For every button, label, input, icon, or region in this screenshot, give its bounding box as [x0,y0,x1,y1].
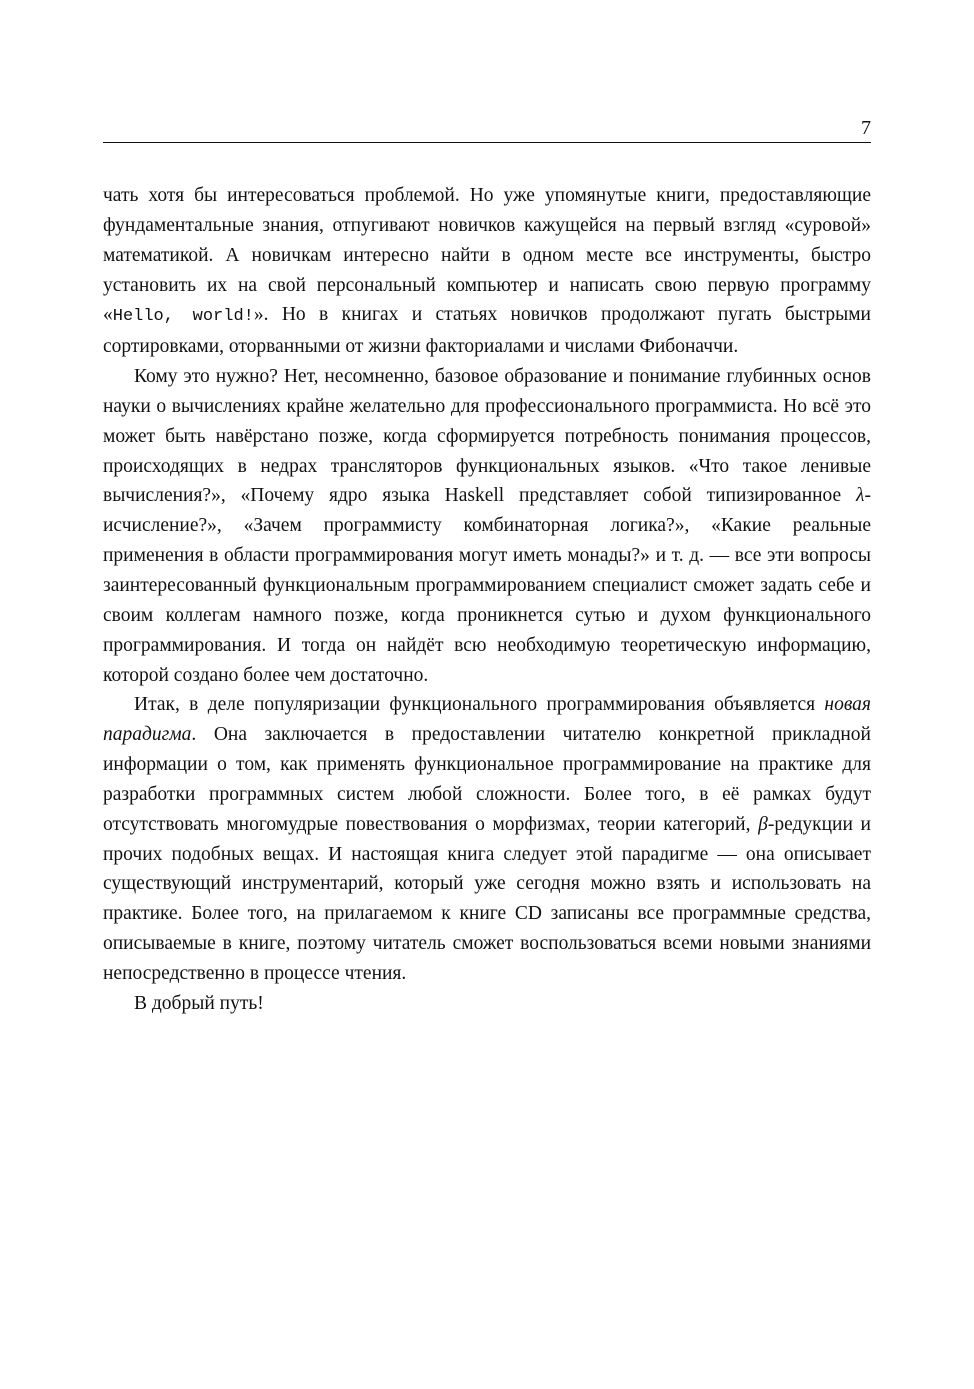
body-text [103,181,871,1019]
page-number: 7 [861,117,871,139]
inline-code-hello-world: Hello, world! [112,307,254,327]
paragraph-2-text-b: -исчисление?», «Зачем программисту комбинаторная логика?», «Какие реальные применения в области программирования могут иметь монады?» и т. д. — все эти вопросы заинтересованный функциональным программированием специалист сможет задать себе и своим коллегам намного позже, когда проникнется сутью и духом функционального программирования. И тогда он найдёт всю необходимую теоретическую информацию, которой создано более чем достаточно. [103,485,871,686]
paragraph-4: В добрый путь! [134,992,264,1014]
paragraph-3 [103,690,871,988]
beta-symbol: β [758,813,768,835]
header-rule [103,142,871,143]
paragraph-3-text-c: -редукции и прочих подобных вещах. И настоящая книга следует этой парадигме — она описывает существующий инструментарий, который уже сегодня можно взять и использовать на практике. Более того, на прилагаемом к книге CD записаны все программные средства, описываемые в книге, поэтому читатель сможет воспользоваться всеми новыми знаниями непосредственно в процессе чтения. [103,813,871,984]
paragraph-1-text-a: чать хотя бы интересоваться проблемой. Но уже упомянутые книги, предоставляющие фундаментальные знания, отпугивают новичков кажущейся на первый взгляд «суровой» математикой. А новичкам интересно найти в одном месте все инструменты, быстро установить их на свой персональный компьютер и написать свою первую программу « [103,185,871,326]
paragraph-3-text-a: Итак, в деле популяризации функционального программирования объявляется [134,694,825,716]
paragraph-1-text-b: ». Но в книгах и статьях новичков продолжают пугать быстрыми сортировками, оторванными от жизни факториалами и числами Фибоначчи. [103,304,871,358]
paragraph-3-text-b: . Она заключается в предоставлении читателю конкретной прикладной информации о том, как применять функциональное программирование на практике для разработки программных систем любой сложности. Более того, в её рамках будут отсутствовать многомудрые повествования о морфизмах, теории категорий, [103,724,871,835]
paragraph-1 [103,181,871,362]
paragraph-2 [103,362,871,690]
emphasis-new-paradigm: новая парадигма [103,694,871,746]
paragraph-2-text-a: Кому это нужно? Нет, несомненно, базовое образование и понимание глубинных основ науки о вычислениях крайне желательно для профессионального программиста. Но всё это может быть навёрстано позже, когда сформируется потребность понимания процессов, происходящих в недрах трансляторов функциональных языков. «Что такое ленивые вычисления?», «Почему ядро языка Haskell представляет собой типизированное [103,366,871,507]
lambda-symbol: λ [856,485,865,507]
